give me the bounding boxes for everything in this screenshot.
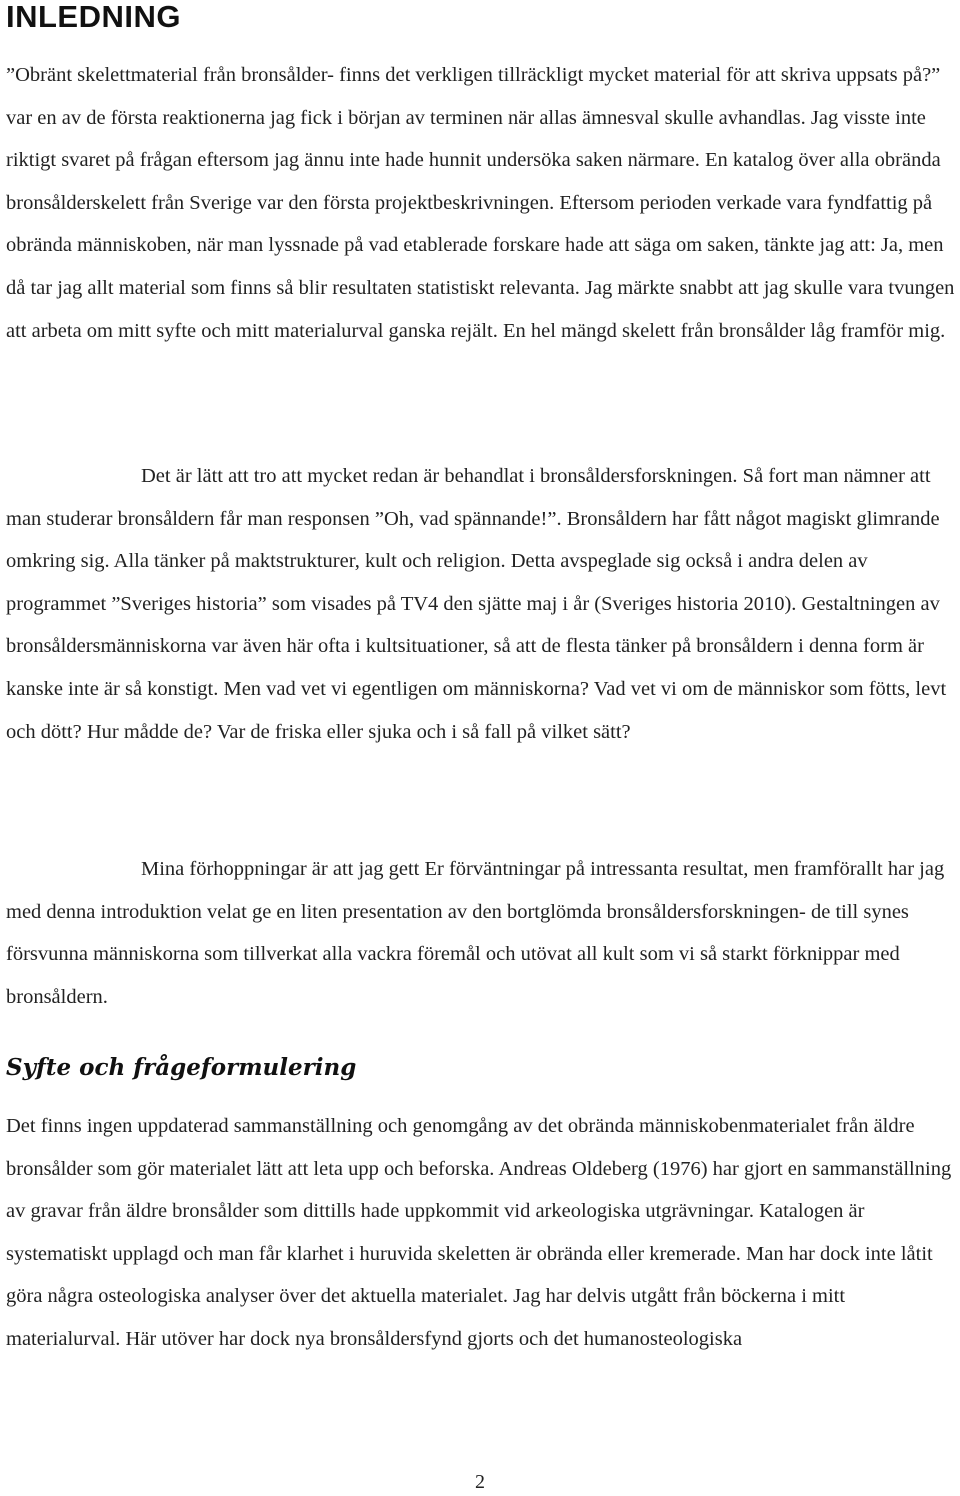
section-heading: Syfte och frågeformulering bbox=[6, 1054, 357, 1081]
page-number: 2 bbox=[475, 1471, 485, 1493]
paragraph-bronze-age-perception: Det är lätt att tro att mycket redan är behandlat i bronsåldersforskningen. Så fort man nämner att man studerar bronsåldern får man responsen ”Oh, vad spännande!”. Bronsåldern har fått något magiskt glimrande omkring sig. Alla tänker på maktstrukturer, kult och religion. Detta avspeglade sig också i andra delen av programmet ”Sveriges historia” som visades på TV4 den sjätte maj i år (Sveriges historia 2010). Gestaltningen av bronsåldersmänniskorna var även här ofta i kultsituationer, så att de flesta tänker på bronsåldern i denna form är kanske inte är så konstigt. Men vad vet vi egentligen om människorna? Vad vet vi om de människor som fötts, levt och dött? Hur mådde de? Var de friska eller sjuka och i så fall på vilket sätt? bbox=[6, 465, 947, 743]
chapter-heading: INLEDNING bbox=[6, 0, 181, 34]
paragraph-hopes: Mina förhoppningar är att jag gett Er förväntningar på intressanta resultat, men framförallt har jag med denna introduktion velat ge en liten presentation av den bortglömda bronsåldersforskningen- de till synes försvunna människorna som tillverkat alla vackra föremål och utövat all kult som vi så starkt förknippar med bronsåldern. bbox=[6, 858, 945, 1008]
paragraph-intro: ”Obränt skelettmaterial från bronsålder- finns det verkligen tillräckligt mycket material för att skriva uppsats på?” var en av de första reaktionerna jag fick i början av terminen när allas ämnesval skulle avhandlas. Jag visste inte riktigt svaret på frågan eftersom jag ännu inte hade hunnit undersöka saken närmare. En katalog över alla obrända bronsålderskelett från Sverige var den första projektbeskrivningen. Eftersom perioden verkade vara fyndfattig på obrända människoben, när man lyssnade på vad etablerade forskare hade att säga om saken, tänkte jag att: Ja, men då tar jag allt material som finns så blir resultaten statistiskt relevanta. Jag märkte snabbt att jag skulle vara tvungen att arbeta om mitt syfte och mitt materialurval ganska rejält. En hel mängd skelett från bronsålder låg framför mig. bbox=[6, 64, 955, 342]
paragraph-purpose: Det finns ingen uppdaterad sammanställning och genomgång av det obrända människobenmaterialet från äldre bronsålder som gör materialet lätt att leta upp och beforska. Andreas Oldeberg (1976) har gjort en sammanställning av gravar från äldre bronsålder som dittills hade uppkommit vid arkeologiska utgrävningar. Katalogen är systematiskt upplagd och man får klarhet i huruvida skeletten är obrända eller kremerade. Man har dock inte låtit göra några osteologiska analyser över det aktuella materialet. Jag har delvis utgått från böckerna i mitt materialurval. Här utöver har dock nya bronsåldersfynd gjorts och det humanosteologiska bbox=[6, 1115, 952, 1350]
